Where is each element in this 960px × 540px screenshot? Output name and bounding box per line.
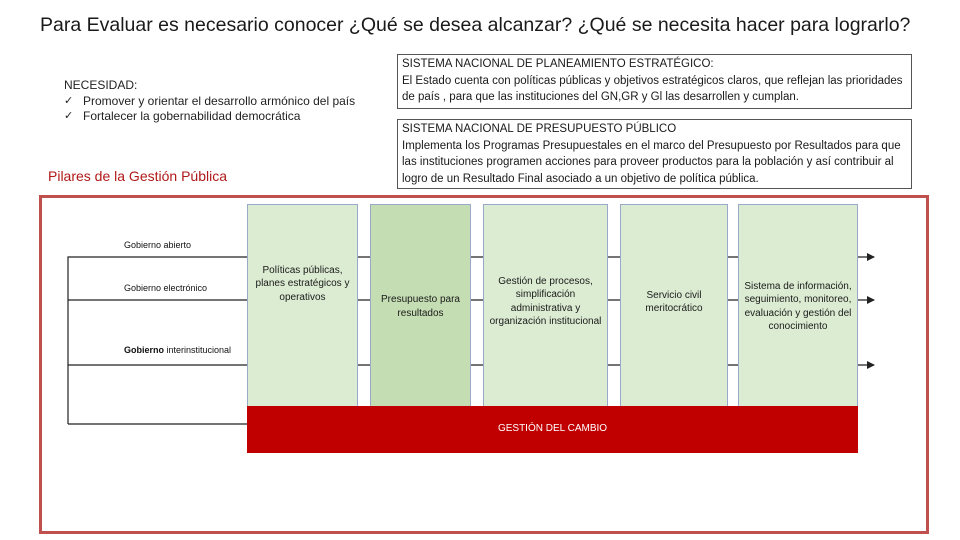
pillar-column-label: Presupuesto para resultados <box>381 294 460 319</box>
change-management-bar: GESTIÓN DEL CAMBIO <box>247 406 858 453</box>
need-heading: NECESIDAD: <box>64 78 138 92</box>
interinstitutional-label-bold: Gobierno <box>124 345 164 355</box>
planning-system-body: El Estado cuenta con políticas públicas y objetivos estratégicos claros, que reflejan las prioridades de país , para que las instituciones del GN,GR y Gl las desarrollen y cumplan. <box>402 74 903 103</box>
need-item-text: Fortalecer la gobernabilidad democrática <box>83 109 301 123</box>
pillar-column-label: Servicio civil meritocrático <box>645 289 703 314</box>
electronic-government-label: Gobierno electrónico <box>124 283 208 293</box>
pillar-column-label: Sistema de información, seguimiento, monitoreo, evaluación y gestión del conocimiento <box>744 280 852 332</box>
pillar-column-label: Políticas públicas, planes estratégicos y operativos <box>255 264 350 303</box>
need-item-text: Promover y orientar el desarrollo armónico del país <box>83 94 356 108</box>
planning-system-title: SISTEMA NACIONAL DE PLANEAMIENTO ESTRATÉGICO: <box>402 58 714 70</box>
interinstitutional-government-label <box>124 345 231 355</box>
pillars-heading: Pilares de la Gestión Pública <box>48 168 227 184</box>
pillar-column-policies <box>247 204 358 409</box>
checkmark-icon: ✓ <box>64 95 74 107</box>
pillar-column-label: Gestión de procesos, simplificación administrativa y organización institucional <box>489 275 602 327</box>
page-title: Para Evaluar es necesario conocer ¿Qué se desea alcanzar? ¿Qué se necesita hacer para lograrlo? <box>40 14 911 36</box>
open-government-label: Gobierno abierto <box>124 240 192 250</box>
pillar-column-civil-service <box>620 204 728 409</box>
interinstitutional-label-rest: interinstitucional <box>164 345 232 355</box>
pillar-column-budget <box>370 204 471 409</box>
pillar-column-information <box>738 204 858 409</box>
budget-system-body: Implementa los Programas Presupuestales en el marco del Presupuesto por Resultados para que las instituciones programen acciones para proveer productos para la población y así contribuir al logro de un Resultado Final asociado a un objetivo de política pública. <box>402 139 901 185</box>
pillar-column-processes <box>483 204 608 409</box>
budget-system-title: SISTEMA NACIONAL DE PRESUPUESTO PÚBLICO <box>402 123 677 135</box>
checkmark-icon: ✓ <box>64 110 74 122</box>
